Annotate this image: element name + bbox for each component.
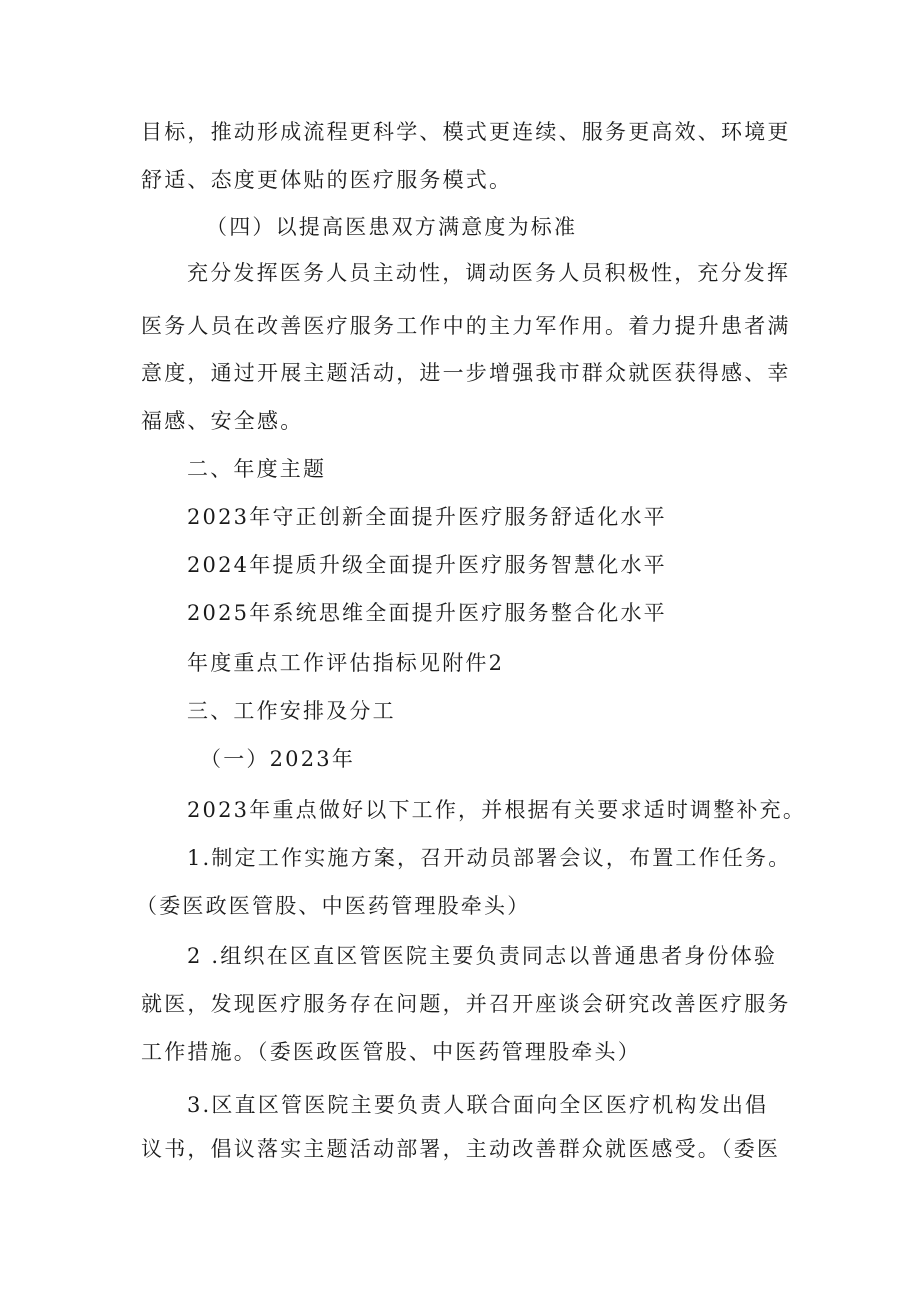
body-text-line: 福感、安全感。 — [141, 409, 304, 433]
section-heading: 二、年度主题 — [187, 457, 327, 481]
body-text-line: 2 .组织在区直区管医院主要负责同志以普通患者身份体验 — [187, 944, 778, 968]
body-text-line: 年度重点工作评估指标见附件2 — [187, 651, 505, 675]
body-text-line: 医务人员在改善医疗服务工作中的主力军作用。着力提升患者满 — [141, 314, 791, 338]
body-text-line: 就医，发现医疗服务存在问题，并召开座谈会研究改善医疗服务 — [141, 992, 791, 1016]
section-heading: 三、工作安排及分工 — [187, 699, 396, 723]
body-text-line: 充分发挥医务人员主动性，调动医务人员积极性，充分发挥 — [187, 261, 791, 285]
section-heading: （四）以提高医患双方满意度为标准 — [206, 215, 578, 239]
section-heading: （一）2023年 — [200, 747, 356, 771]
body-text-line: 舒适、态度更体贴的医疗服务模式。 — [141, 168, 513, 192]
body-text-line: 工作措施。（委医政医管股、中医药管理股牵头） — [141, 1040, 641, 1064]
body-text-line: 1.制定工作实施方案，召开动员部署会议，布置工作任务。 — [187, 846, 792, 870]
body-text-line: 3.区直区管医院主要负责人联合面向全区医疗机构发出倡 — [187, 1093, 769, 1117]
body-text-line: 目标，推动形成流程更科学、模式更连续、服务更高效、环境更 — [141, 120, 791, 144]
body-text-line: 2023年重点做好以下工作，并根据有关要求适时调整补充。 — [187, 798, 807, 822]
body-text-line: 2025年系统思维全面提升医疗服务整合化水平 — [187, 601, 667, 625]
body-text-line: 2023年守正创新全面提升医疗服务舒适化水平 — [187, 505, 667, 529]
body-text-line: 2024年提质升级全面提升医疗服务智慧化水平 — [187, 553, 667, 577]
body-text-line: 议书，倡议落实主题活动部署，主动改善群众就医感受。（委医 — [141, 1137, 781, 1161]
body-text-line: （委医政医管股、中医药管理股牵头） — [136, 894, 531, 918]
body-text-line: 意度，通过开展主题活动，进一步增强我市群众就医获得感、幸 — [141, 361, 791, 385]
